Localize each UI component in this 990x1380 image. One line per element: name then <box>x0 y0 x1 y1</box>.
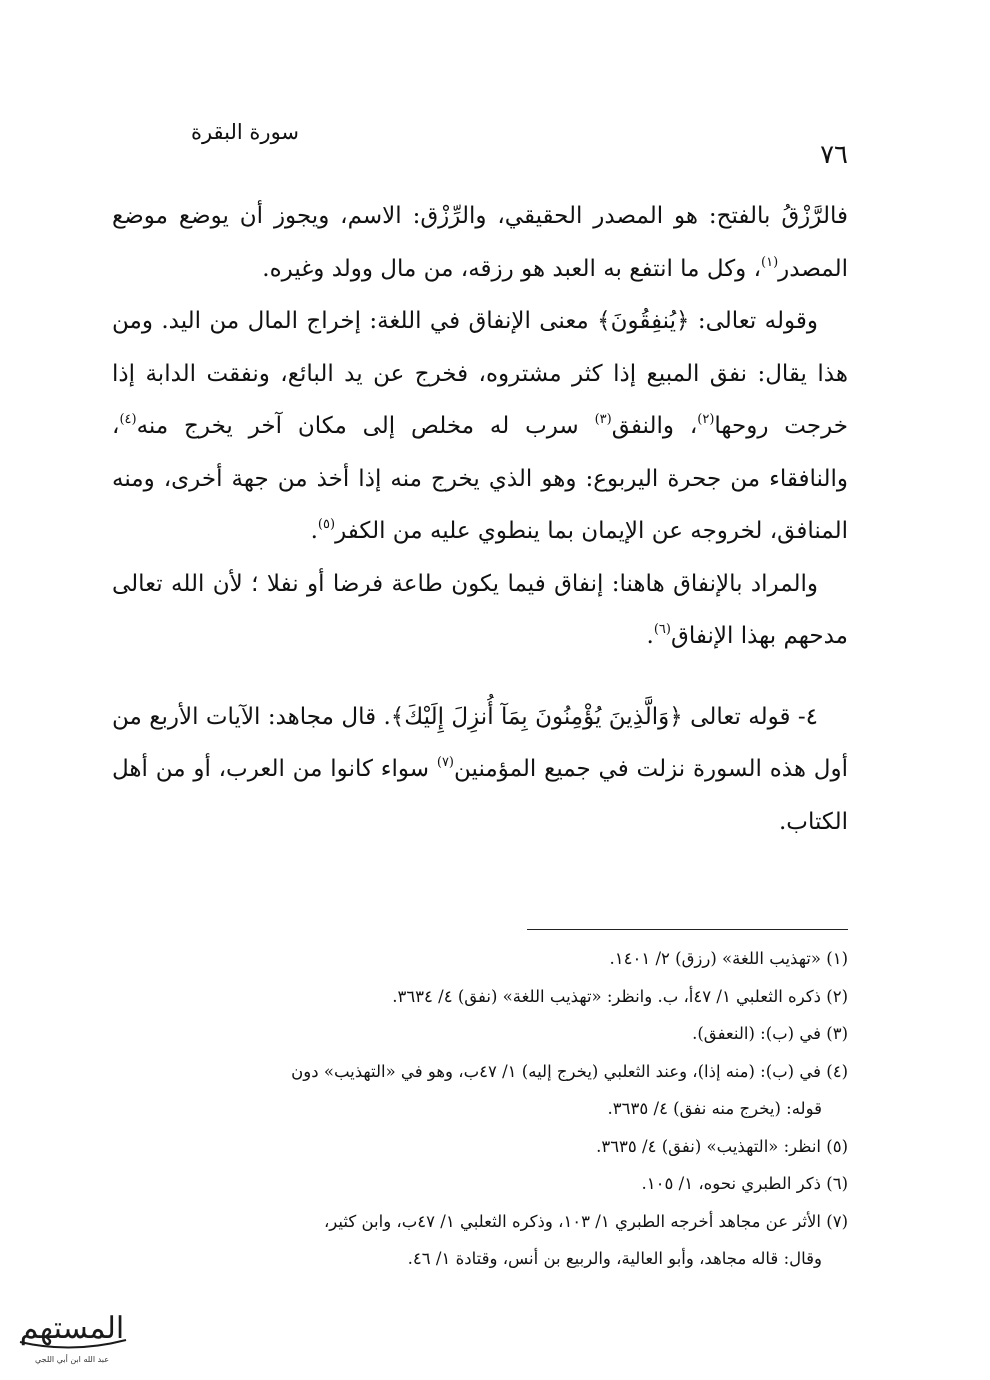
text-run: ، وكل ما انتفع به العبد هو رزقه، من مال وولد وغيره. <box>262 255 762 282</box>
footnote: (٢) ذكره الثعلبي ١/ ٤٧أ، ب. وانظر: «تهذيب اللغة» (نفق) ٤/ ٣٦٣٤. <box>392 986 848 1006</box>
paragraph <box>112 558 848 663</box>
footnote-continuation: قوله: (يخرج منه نفق) ٤/ ٣٦٣٥. <box>607 1099 822 1118</box>
text-run: سواء كانوا من العرب، أو من أهل الكتاب. <box>112 756 848 835</box>
footnote: (٣) في (ب): (النعفق). <box>692 1024 848 1043</box>
main-text <box>112 190 848 848</box>
text-run: سرب له مخلص إلى مكان آخر يخرج منه <box>136 413 595 439</box>
footnote-ref: (٢) <box>697 412 715 427</box>
footnote-ref: (٧) <box>436 755 454 770</box>
footnote-ref: (٤) <box>119 412 137 427</box>
text-run: ، والنفق <box>611 413 698 439</box>
text-run: وقوله تعالى: ﴿يُنفِقُونَ﴾ معنى الإنفاق في اللغة: إخراج المال من اليد. ومن هذا يقال: نفق المبيع إذا كثر مشتروه، فخرج عن يد البائع، ونفقت الدابة إذا خرجت روحها <box>112 308 849 439</box>
footnote-ref: (٦) <box>653 622 671 637</box>
footnote-separator <box>527 929 848 930</box>
paragraph <box>112 295 848 558</box>
footnote-ref: (٥) <box>317 517 336 532</box>
footnote-ref: (٣) <box>594 412 612 427</box>
text-run: والمراد بالإنفاق هاهنا: إنفاق فيما يكون طاعة فرضا أو نفلا ؛ لأن الله تعالى مدحهم بهذا الإنفاق <box>112 570 848 649</box>
text-run: فالرَّزْقُ بالفتح: هو المصدر الحقيقي، والرِّزْق: الاسم، ويجوز أن يوضع موضع المصدر <box>112 203 848 282</box>
logo-sub-text: عبد الله ابن أبي اللجي <box>35 1355 109 1364</box>
paragraph <box>112 190 848 295</box>
text-run: ٤- قوله تعالى ﴿وَالَّذِينَ يُؤْمِنُونَ بِمَآ أُنزِلَ إِلَيْكَ﴾. قال مجاهد: الآيات الأربع من أول هذه السورة نزلت في جميع المؤمنين <box>112 703 848 782</box>
text-run: . <box>646 623 654 649</box>
footnote: (١) «تهذيب اللغة» (رزق) ٢/ ١٤٠١. <box>609 949 848 968</box>
footnotes <box>112 940 848 1278</box>
logo-main-text: المستهم <box>19 1311 125 1346</box>
paragraph <box>112 691 848 849</box>
text-run: . <box>310 518 318 544</box>
publisher-logo <box>12 1296 132 1368</box>
footnote: (٤) في (ب): (منه إذا)، وعند الثعلبي (يخرج إليه) ١/ ٤٧ب، وهو في «التهذيب» دون <box>291 1061 848 1081</box>
paragraph-gap <box>112 663 848 691</box>
footnote: (٧) الأثر عن مجاهد أخرجه الطبري ١/ ١٠٣، وذكره الثعلبي ١/ ٤٧ب، وابن كثير، <box>323 1211 848 1231</box>
text-run: ، والنافقاء من جحرة اليربوع: وهو الذي يخرج منه إذا أخذ من جهة أخرى، ومنه المنافق، لخروجه عن الإيمان بما ينطوي عليه من الكفر <box>112 413 848 544</box>
page-number: ٧٦ <box>820 140 848 170</box>
footnote: (٥) انظر: «التهذيب» (نفق) ٤/ ٣٦٣٥. <box>596 1136 848 1156</box>
footnote-continuation: وقال: قاله مجاهد، وأبو العالية، والربيع بن أنس، وقتادة ١/ ٤٦. <box>407 1249 822 1268</box>
footnote: (٦) ذكر الطبري نحوه، ١/ ١٠٥. <box>641 1174 848 1193</box>
running-header-title: سورة البقرة <box>190 120 300 144</box>
footnote-ref: (١) <box>761 254 779 270</box>
